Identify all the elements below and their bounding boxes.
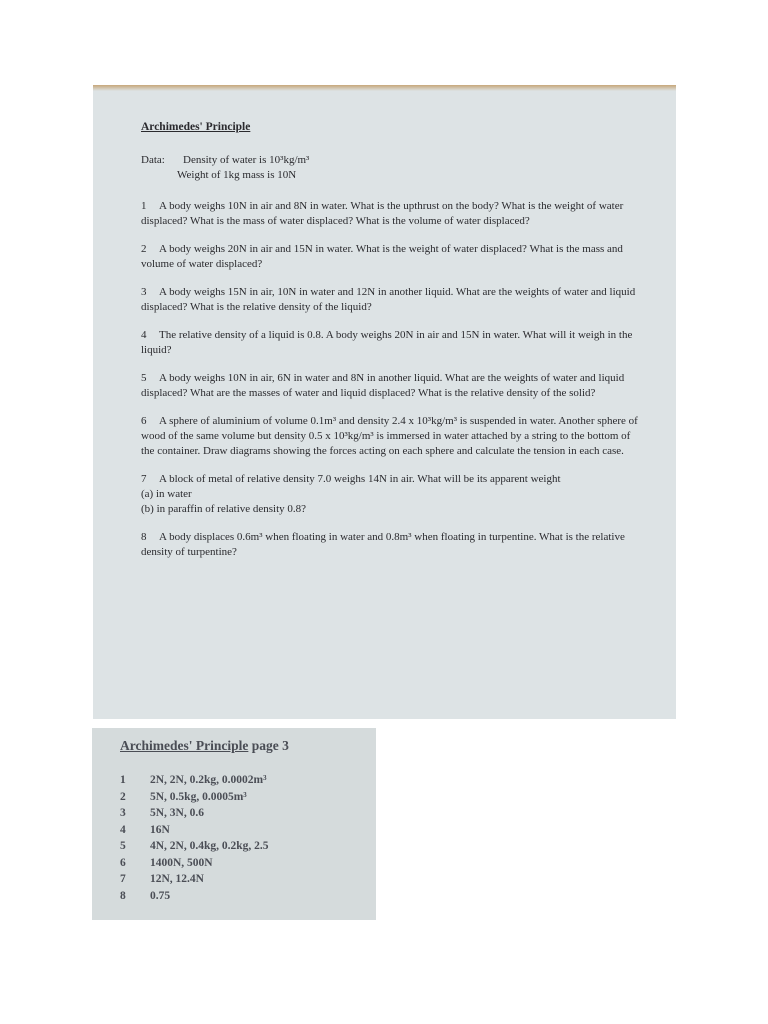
question-text: A body weighs 15N in air, 10N in water and 12N in another liquid. What are the weights of water and liquid displaced? What is the relative density of the liquid? [141, 286, 636, 313]
question-7 [141, 472, 640, 517]
question-text: The relative density of a liquid is 0.8. A body weighs 20N in air and 15N in water. What will it weigh in the liquid? [141, 329, 633, 356]
answer-text: 12N, 12.4N [150, 873, 204, 885]
answer-text: 2N, 2N, 0.2kg, 0.0002m³ [150, 774, 267, 786]
question-text: A block of metal of relative density 7.0 weighs 14N in air. What will be its apparent weight [159, 473, 561, 485]
question-5 [141, 371, 640, 401]
question-text: A body weighs 10N in air, 6N in water and 8N in another liquid. What are the weights of water and liquid displaced? What are the masses of water and liquid displaced? What is the relative density of the solid? [141, 372, 625, 399]
answer-text: 5N, 3N, 0.6 [150, 807, 204, 819]
answer-number: 6 [120, 856, 126, 869]
question-number: 5 [141, 372, 147, 384]
question-1 [141, 199, 640, 229]
question-number: 8 [141, 531, 147, 543]
answer-number: 8 [120, 889, 126, 902]
worksheet-title: Archimedes' Principle [141, 121, 251, 133]
answer-text: 1400N, 500N [150, 856, 213, 869]
answer-text: 16N [150, 823, 170, 836]
answer-row [120, 789, 376, 806]
answer-number: 7 [120, 873, 126, 885]
question-6 [141, 414, 640, 459]
answer-row [120, 855, 376, 872]
answer-text: 5N, 0.5kg, 0.0005m³ [150, 790, 247, 803]
answer-row [120, 805, 376, 822]
answer-number: 1 [120, 774, 126, 786]
answer-row [120, 822, 376, 839]
question-number: 3 [141, 286, 147, 298]
answer-text: 4N, 2N, 0.4kg, 0.2kg, 2.5 [150, 840, 269, 852]
question-8 [141, 530, 640, 560]
question-text: A body weighs 10N in air and 8N in water. What is the upthrust on the body? What is the weight of water displaced? What is the mass of water displaced? What is the volume of water displaced? [141, 200, 624, 227]
answer-number: 3 [120, 807, 126, 819]
question-number: 7 [141, 473, 147, 485]
data-label: Data: [141, 154, 165, 166]
answer-row [120, 772, 376, 789]
question-2 [141, 242, 640, 272]
answer-text: 0.75 [150, 889, 171, 902]
answer-number: 4 [120, 823, 126, 836]
question-number: 4 [141, 329, 147, 341]
question-number: 6 [141, 415, 147, 427]
data-block [141, 153, 640, 183]
answers-page [92, 728, 376, 920]
answer-row [120, 838, 376, 855]
question-7-part-a: (a) in water [141, 488, 192, 500]
answers-title-main: Archimedes' Principle [120, 738, 249, 753]
question-7-part-b: (b) in paraffin of relative density 0.8? [141, 503, 307, 515]
answers-title-suffix: page 3 [251, 738, 289, 753]
answer-row [120, 871, 376, 888]
question-text: A body weighs 20N in air and 15N in water. What is the weight of water displaced? What is the mass and volume of water displaced? [141, 243, 623, 270]
answer-row [120, 888, 376, 905]
question-number: 2 [141, 243, 147, 255]
data-water-density: Density of water is 10³kg/m³ [183, 154, 310, 166]
question-3 [141, 285, 640, 315]
question-text: A sphere of aluminium of volume 0.1m³ and density 2.4 x 10³kg/m³ is suspended in water. Another sphere of wood of the same volume but density 0.5 x 10³kg/m³ is immersed in water attached by a string to the bottom of the container. Draw diagrams showing the forces acting on each sphere and calculate the tension in each case. [141, 415, 638, 457]
data-mass-weight: Weight of 1kg mass is 10N [177, 169, 297, 181]
answer-number: 5 [120, 840, 126, 852]
question-number: 1 [141, 200, 147, 212]
question-text: A body displaces 0.6m³ when floating in water and 0.8m³ when floating in turpentine. What is the relative density of turpentine? [141, 531, 625, 558]
worksheet-page [93, 85, 676, 719]
answers-title [120, 738, 376, 754]
question-4 [141, 328, 640, 358]
answer-number: 2 [120, 790, 126, 803]
